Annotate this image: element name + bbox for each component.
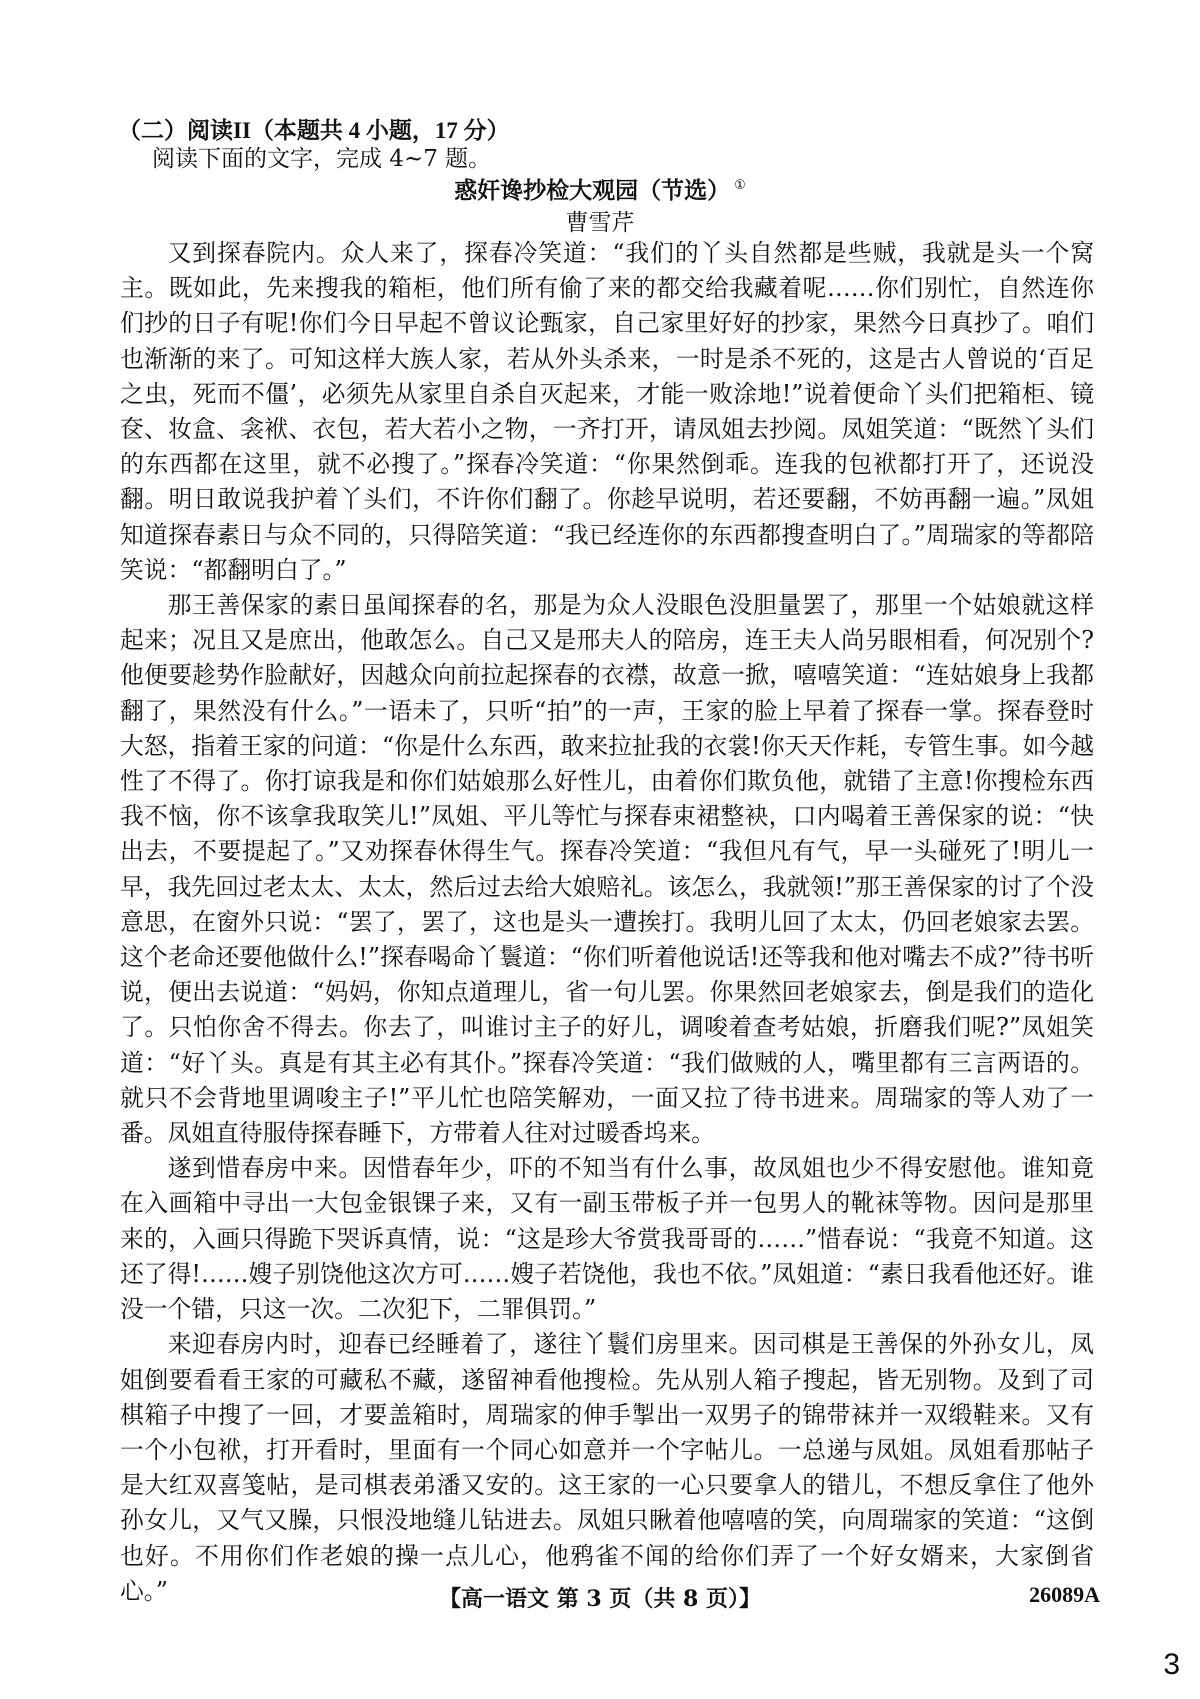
section-heading: （二）阅读II（本题共 4 小题，17 分） xyxy=(118,118,510,143)
paragraph-2: 那王善保家的素日虽闻探春的名，那是为众人没眼色没胆量罢了，那里一个姑娘就这样起来；况且又是庶出，他敢怎么。自己又是邢夫人的陪房，连王夫人尚另眼相看，何况别个?他便要趁势作脸献好，因越众向前拉起探春的衣襟，故意一掀，嘻嘻笑道：“连姑娘身上我都翻了，果然没有什么。”一语未了，只听“拍”的一声，王家的脸上早着了探春一掌。探春登时大怒，指着王家的问道：“你是什么东西，敢来拉扯我的衣裳!你天天作耗，专管生事。如今越性了不得了。你打谅我是和你们姑娘那么好性儿，由着你们欺负他，就错了主意!你搜检东西我不恼，你不该拿我取笑儿!”凤姐、平儿等忙与探春束裙整袂，口内喝着王善保家的说：“快出去，不要提起了。”又劝探春休得生气。探春冷笑道：“我但凡有气，早一头碰死了!明儿一早，我先回过老太太、太太，然后过去给大娘赔礼。该怎么，我就领!”那王善保家的讨了个没意思，在窗外只说：“罢了，罢了，这也是头一遭挨打。我明儿回了太太，仍回老娘家去罢。这个老命还要他做什么!”探春喝命丫鬟道：“你们听着他说话!还等我和他对嘴去不成?”待书听说，便出去说道：“妈妈，你知点道理儿，省一句儿罢。你果然回老娘家去，倒是我们的造化了。只怕你舍不得去。你去了，叫谁讨主子的好儿，调唆着查考姑娘，折磨我们呢?”凤姐笑道：“好丫头。真是有其主必有其仆。”探春冷笑道：“我们做贼的人，嘴里都有三言两语的。就只不会背地里调唆主子!”平儿忙也陪笑解劝，一面又拉了待书进来。周瑞家的等人劝了一番。凤姐直待服侍探春睡下，方带着人往对过暖香坞来。 xyxy=(120,591,1094,1148)
article-body xyxy=(120,236,1094,1609)
article-title xyxy=(0,172,1200,205)
footnote-mark: ① xyxy=(734,178,746,194)
page-number: 3 xyxy=(1163,1648,1180,1681)
paragraph-1: 又到探春院内。众人来了，探春冷笑道：“我们的丫头自然都是些贼，我就是头一个窝主。既如此，先来搜我的箱柜，他们所有偷了来的都交给我藏着呢……你们别忙，自然连你们抄的日子有呢!你们今日早起不曾议论甄家，自己家里好好的抄家，果然今日真抄了。咱们也渐渐的来了。可知这样大族人家，若从外头杀来，一时是杀不死的，这是古人曾说的‘百足之虫，死而不僵’，必须先从家里自杀自灭起来，才能一败涂地!”说着便命丫头们把箱柜、镜奁、妆盒、衾袱、衣包，若大若小之物，一齐打开，请凤姐去抄阅。凤姐笑道：“既然丫头们的东西都在这里，就不必搜了。”探春冷笑道：“你果然倒乖。连我的包袱都打开了，还说没翻。明日敢说我护着丫头们，不许你们翻了。你趁早说明，若还要翻，不妨再翻一遍。”凤姐知道探春素日与众不同的，只得陪笑道：“我已经连你的东西都搜查明白了。”周瑞家的等都陪笑说：“都翻明白了。” xyxy=(120,239,1094,584)
paragraph-4: 来迎春房内时，迎春已经睡着了，遂往丫鬟们房里来。因司棋是王善保的外孙女儿，凤姐倒要看看王家的可藏私不藏，遂留神看他搜检。先从别人箱子搜起，皆无别物。及到了司棋箱子中搜了一回，才要盖箱时，周瑞家的伸手掣出一双男子的锦带袜并一双缎鞋来。又有一个小包袱，打开看时，里面有一个同心如意并一个字帖儿。一总递与凤姐。凤姐看那帖子是大红双喜笺帖，是司棋表弟潘又安的。这王家的一心只要拿人的错儿，不想反拿住了他外孙女儿，又气又臊，只恨没地缝儿钻进去。凤姐只瞅着他嘻嘻的笑，向周瑞家的笑道：“这倒也好。不用你们作老娘的操一点儿心，他鸦雀不闻的给你们弄了一个好女婿来，大家倒省心。” xyxy=(120,1330,1094,1605)
article-title-text: 惑奸谗抄检大观园（节选） xyxy=(454,177,731,204)
paragraph-3: 遂到惜春房中来。因惜春年少，吓的不知当有什么事，故凤姐也少不得安慰他。谁知竟在入画箱中寻出一大包金银锞子来，又有一副玉带板子并一包男人的靴袜等物。因问是那里来的，入画只得跪下哭诉真情，说：“这是珍大爷赏我哥哥的……”惜春说：“我竟不知道。这还了得!……嫂子别饶他这次方可……嫂子若饶他，我也不依。”凤姐道：“素日我看他还好。谁没一个错，只这一次。二次犯下，二罪俱罚。” xyxy=(120,1154,1094,1324)
instruction-text: 阅读下面的文字，完成 4~7 题。 xyxy=(152,146,492,172)
page-footer-label: 【高一语文 第 3 页（共 8 页）】 xyxy=(439,1586,761,1612)
exam-code: 26089A xyxy=(1029,1582,1100,1607)
article-author: 曹雪芹 xyxy=(565,210,635,236)
